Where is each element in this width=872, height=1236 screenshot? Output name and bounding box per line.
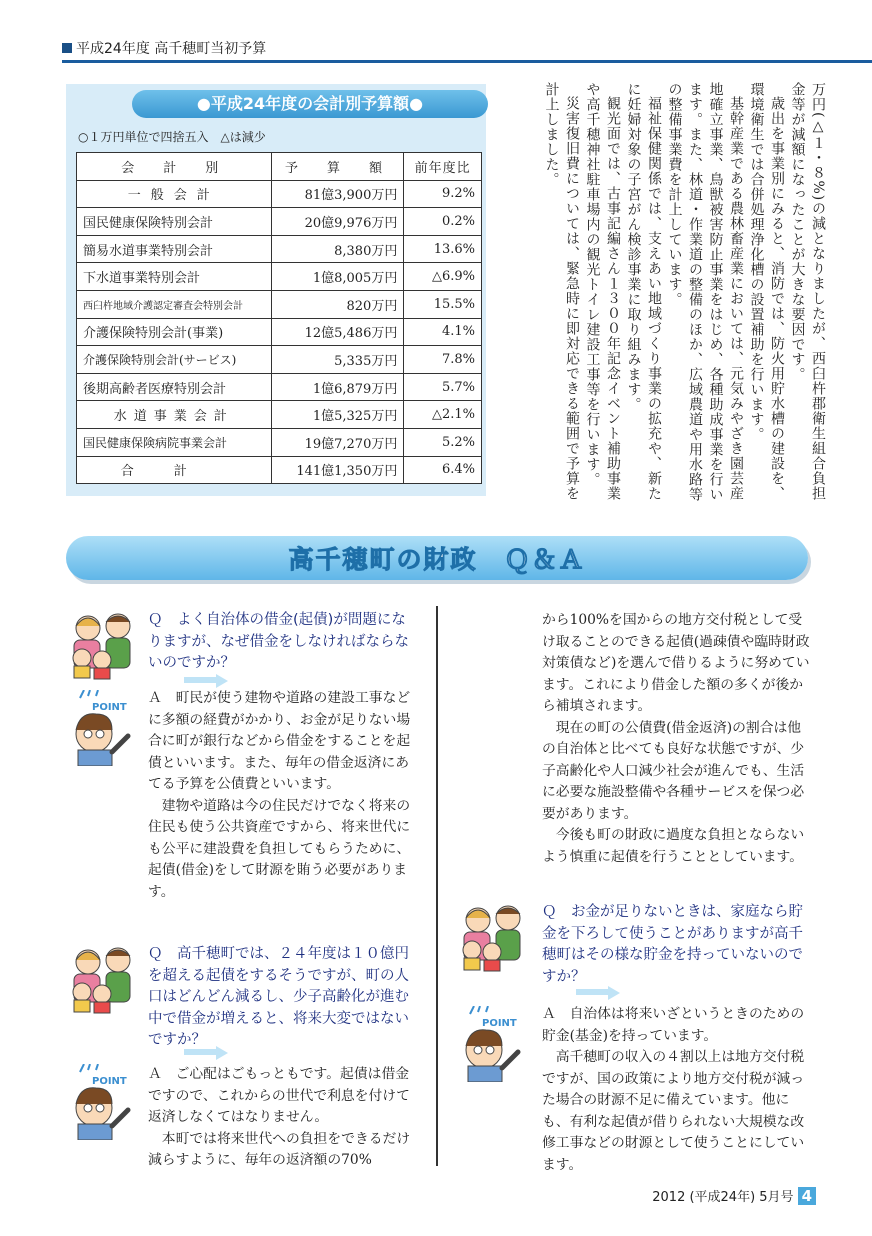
account-name: 西臼杵地域介護認定審査会特別会計 bbox=[77, 290, 272, 318]
qa-answer-2-p2: 本町では将来世代への負担をできるだけ減らすように、毎年の返済額の70% bbox=[148, 1130, 411, 1168]
account-ratio: 6.4% bbox=[404, 456, 482, 484]
account-amount: 8,380万円 bbox=[271, 235, 404, 263]
page-number: 4 bbox=[798, 1187, 816, 1205]
table-row bbox=[77, 428, 482, 456]
page-footer bbox=[652, 1186, 816, 1205]
account-name: 簡易水道事業特別会計 bbox=[77, 235, 272, 263]
account-ratio: △2.1% bbox=[404, 401, 482, 429]
point-label: POINT bbox=[92, 702, 127, 713]
table-row bbox=[77, 373, 482, 401]
account-name: 下水道事業特別会計 bbox=[77, 263, 272, 291]
account-ratio: 9.2% bbox=[404, 180, 482, 208]
budget-table-note: ○１万円単位で四捨五入 △は減少 bbox=[78, 130, 266, 144]
col-header-ratio: 前年度比 bbox=[404, 153, 482, 181]
column-divider bbox=[436, 606, 438, 1166]
account-amount: 820万円 bbox=[271, 290, 404, 318]
account-amount: 20億9,976万円 bbox=[271, 208, 404, 236]
col-header-account: 会 計 別 bbox=[77, 153, 272, 181]
account-amount: 81億3,900万円 bbox=[271, 180, 404, 208]
account-ratio: 7.8% bbox=[404, 346, 482, 374]
account-name: 後期高齢者医療特別会計 bbox=[77, 373, 272, 401]
account-amount: 19億7,270万円 bbox=[271, 428, 404, 456]
article-paragraph: 福祉保健関係では、支えあい地域づくり事業の拡充や、新たに妊婦対象の子宮がん検診事業に取り組みます。 bbox=[625, 82, 662, 501]
qa-answer-2-p4: 現在の町の公債費(借金返済)の割合は他の自治体と比べても良好な状態ですが、少子高齢化や人口減少社会が進んでも、生活に必要な施設整備や各種サービスを保つ必要があります。 bbox=[542, 719, 805, 822]
qa-banner bbox=[66, 536, 808, 580]
account-name: 合計 bbox=[77, 456, 272, 484]
qa-title: 高千穂町の財政 Ｑ＆Ａ bbox=[288, 545, 586, 574]
point-man-icon bbox=[66, 690, 136, 766]
square-bullet-icon bbox=[62, 43, 72, 53]
account-ratio: △6.9% bbox=[404, 263, 482, 291]
article-paragraph: 歳出を事業別にみると、消防では、防火用貯水槽の建設を、環境衛生では合併処理浄化槽の設置補助を行います。 bbox=[748, 82, 785, 501]
table-header-row bbox=[77, 153, 482, 181]
qa-question-2: Ｑ 高千穂町では、２４年度は１０億円を超える起債をするそうですが、町の人口はどんどん減るし、少子高齢化が進む中で借金が増えると、将来大変ではないですか？ bbox=[148, 946, 409, 1048]
account-amount: 5,335万円 bbox=[271, 346, 404, 374]
qa-answer-1-p1: Ａ 町民が使う建物や道路の建設工事などに多額の経費がかかり、お金が足りない場合に町が銀行などから借金をすることを起債といいます。また、毎年の借金返済にあてる予算を公債費といいます。 bbox=[148, 690, 411, 792]
table-row bbox=[77, 235, 482, 263]
account-name: 一般会計 bbox=[77, 180, 272, 208]
budget-table bbox=[76, 152, 482, 484]
page-header bbox=[62, 38, 266, 58]
account-ratio: 15.5% bbox=[404, 290, 482, 318]
qa-answer-1-block bbox=[148, 688, 420, 903]
table-row bbox=[77, 346, 482, 374]
account-name: 水道事業会計 bbox=[77, 401, 272, 429]
account-ratio: 5.7% bbox=[404, 373, 482, 401]
family-illustration-icon bbox=[66, 944, 142, 1014]
qa-answer-2-p5: 今後も町の財政に過度な負担とならないよう慎重に起債を行うこととしています。 bbox=[542, 827, 805, 865]
article-paragraph: 災害復旧費については、緊急時に即対応できる範囲で予算を計上しました。 bbox=[543, 82, 580, 501]
qa-answer-3-p1: Ａ 自治体は将来いざというときのための貯金(基金)を持っています。 bbox=[542, 1006, 805, 1044]
account-name: 介護保険特別会計(事業) bbox=[77, 318, 272, 346]
table-row bbox=[77, 318, 482, 346]
account-amount: 12億5,486万円 bbox=[271, 318, 404, 346]
account-amount: 1億5,325万円 bbox=[271, 401, 404, 429]
article-paragraph: 万円(△１・８%)の減となりましたが、西臼杵郡衛生組合負担金等が減額になったことが大きな要因です。 bbox=[789, 82, 826, 502]
qa-answer-2-continued bbox=[542, 610, 810, 868]
header-title: 平成24年度 高千穂町当初予算 bbox=[76, 41, 267, 57]
arrow-right-icon bbox=[184, 674, 230, 688]
table-row bbox=[77, 180, 482, 208]
point-man-icon bbox=[66, 1064, 136, 1140]
account-amount: 141億1,350万円 bbox=[271, 456, 404, 484]
qa-question-3: Ｑ お金が足りないときは、家庭なら貯金を下ろして使うことがありますが高千穂町はその様な貯金を持っていないのですか？ bbox=[542, 904, 803, 985]
arrow-right-icon bbox=[576, 986, 622, 1000]
point-man-icon bbox=[456, 1006, 526, 1082]
account-ratio: 5.2% bbox=[404, 428, 482, 456]
qa-answer-1-p2: 建物や道路は今の住民だけでなく将来の住民も使う公共資産ですから、将来世代にも公平に建設費を負担してもらうために、起債(借金)をして財源を賄う必要があります。 bbox=[148, 797, 411, 900]
budget-table-box bbox=[66, 84, 486, 496]
point-label: POINT bbox=[482, 1018, 517, 1029]
col-header-amount: 予 算 額 bbox=[271, 153, 404, 181]
qa-answer-3-block bbox=[542, 1004, 810, 1176]
family-illustration-icon bbox=[66, 610, 142, 680]
account-amount: 1億8,005万円 bbox=[271, 263, 404, 291]
qa-question-1-block bbox=[148, 610, 420, 675]
header-rule bbox=[62, 60, 872, 63]
qa-question-2-block bbox=[148, 944, 420, 1052]
account-ratio: 4.1% bbox=[404, 318, 482, 346]
table-row bbox=[77, 290, 482, 318]
table-row-total bbox=[77, 456, 482, 484]
point-label: POINT bbox=[92, 1076, 127, 1087]
qa-question-3-block bbox=[542, 902, 810, 988]
qa-answer-2-block bbox=[148, 1064, 420, 1172]
table-row bbox=[77, 208, 482, 236]
budget-article-vertical bbox=[500, 82, 828, 502]
article-paragraph: 観光面では、古事記編さん１３００年記念イベント補助事業や高千穂神社駐車場内の観光トイレ建設工事等を行います。 bbox=[584, 82, 621, 501]
table-row bbox=[77, 401, 482, 429]
account-name: 国民健康保険病院事業会計 bbox=[77, 428, 272, 456]
qa-answer-2-p1: Ａ ご心配はごもっともです。起債は借金ですので、これからの世代で利息を付けて返済しなくてはなりません。 bbox=[148, 1066, 410, 1125]
account-name: 国民健康保険特別会計 bbox=[77, 208, 272, 236]
table-row bbox=[77, 263, 482, 291]
issue-label: 2012 (平成24年) 5月号 bbox=[652, 1190, 794, 1205]
family-illustration-icon bbox=[456, 902, 532, 972]
qa-answer-3-p2: 高千穂町の収入の４割以上は地方交付税ですが、国の政策により地方交付税が減った場合の財源不足に備えています。他にも、有利な起債が借りられない大規模な改修工事などの財源として使うことにしています。 bbox=[542, 1049, 805, 1173]
account-name: 介護保険特別会計(サービス) bbox=[77, 346, 272, 374]
account-amount: 1億6,879万円 bbox=[271, 373, 404, 401]
qa-question-1: Ｑ よく自治体の借金(起債)が問題になりますが、なぜ借金をしなければならないのですか？ bbox=[148, 612, 409, 671]
budget-table-title: ●平成24年度の会計別予算額● bbox=[132, 90, 488, 118]
article-paragraph: 基幹産業である農林畜産業においては、元気みやざき園芸産地確立事業、鳥獣被害防止事業をはじめ、各種助成事業を行います。また、林道・作業道の整備のほか、広域農道や用水路等の整備事業費を計上しています。 bbox=[666, 82, 744, 502]
qa-answer-2-p3: から100%を国からの地方交付税として受け取ることのできる起債(過疎債や臨時財政対策債など)を選んで借りるように努めています。これにより借金した額の多くが後から補填されます。 bbox=[542, 612, 810, 714]
account-ratio: 0.2% bbox=[404, 208, 482, 236]
account-ratio: 13.6% bbox=[404, 235, 482, 263]
